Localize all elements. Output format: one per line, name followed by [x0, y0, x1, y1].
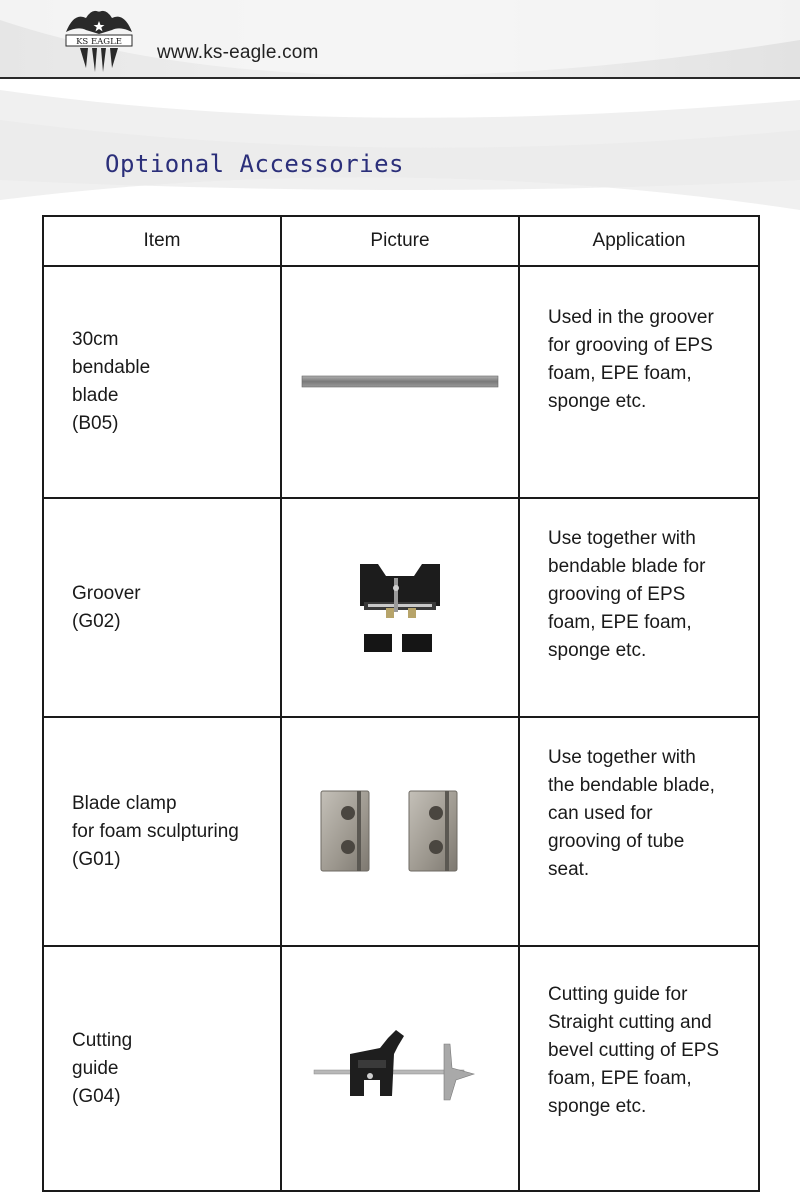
header-application: Application — [519, 216, 759, 266]
page-title: Optional Accessories — [105, 150, 404, 178]
groover-icon — [350, 558, 450, 658]
header-picture: Picture — [281, 216, 519, 266]
item-name: Cutting guide (G04) — [72, 1029, 133, 1107]
item-name: Groover (G02) — [72, 582, 141, 632]
table-row — [43, 266, 759, 498]
application-text: Use together with bendable blade for grooving of EPS foam, EPE foam, sponge etc. — [548, 528, 706, 661]
item-name: 30cm bendable blade (B05) — [72, 329, 151, 434]
bendable-blade-icon — [300, 372, 500, 392]
table-row — [43, 946, 759, 1191]
header-item: Item — [43, 216, 281, 266]
logo-text: KS EAGLE — [76, 37, 122, 47]
table-header-row — [43, 216, 759, 266]
table-row — [43, 717, 759, 946]
ks-eagle-logo — [62, 4, 136, 74]
table-row — [43, 498, 759, 717]
accessories-table — [42, 215, 760, 1192]
item-name: Blade clamp for foam sculpturing (G01) — [72, 792, 239, 870]
application-text: Cutting guide for Straight cutting and bevel cutting of EPS foam, EPE foam, sponge etc. — [548, 984, 720, 1117]
cutting-guide-icon — [310, 1024, 490, 1114]
application-text: Use together with the bendable blade, can used for grooving of tube seat. — [548, 747, 715, 880]
header-divider — [0, 77, 800, 79]
page-header — [0, 0, 800, 80]
application-text: Used in the groover for grooving of EPS foam, EPE foam, sponge etc. — [548, 307, 714, 412]
blade-clamp-icon — [315, 787, 485, 877]
site-url[interactable]: www.ks-eagle.com — [157, 42, 319, 63]
